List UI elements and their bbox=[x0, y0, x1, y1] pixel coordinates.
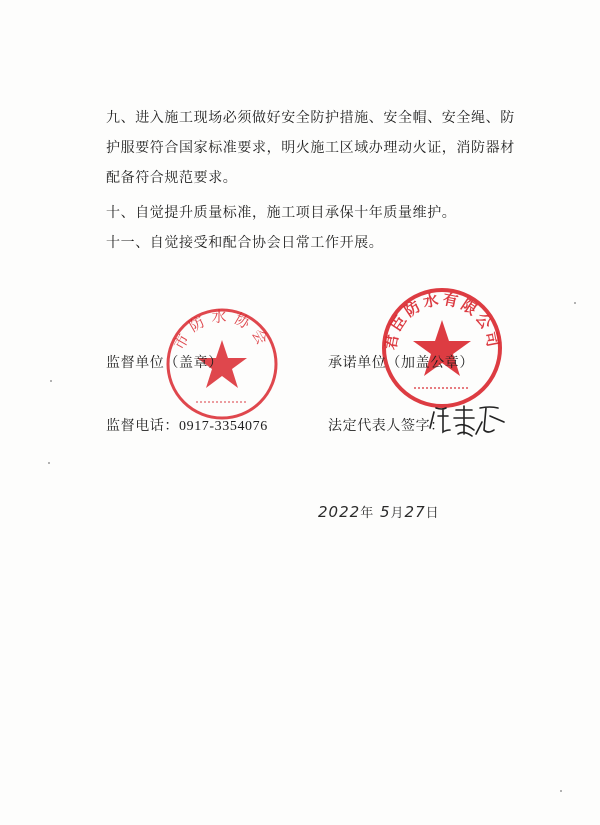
supervisor-phone-number: 0917-3354076 bbox=[179, 419, 268, 434]
company-seal-text: 君臣防水有限公司 bbox=[381, 289, 503, 352]
association-seal-text: 市防水协会 bbox=[169, 307, 275, 353]
date-day-unit: 日 bbox=[425, 506, 440, 521]
company-seal bbox=[378, 284, 506, 412]
scan-speck bbox=[50, 380, 52, 382]
date-year: 2022 bbox=[318, 503, 361, 521]
date-month-unit: 月 bbox=[390, 506, 405, 521]
clause-nine: 九、进入施工现场必须做好安全防护措施、安全帽、安全绳、防护服要符合国家标准要求，明火施工区域办理动火证，消防器材配备符合规范要求。 bbox=[106, 110, 515, 186]
date-day: 27 bbox=[404, 503, 426, 521]
supervisor-phone-label: 监督电话： bbox=[106, 418, 179, 434]
date-year-unit: 年 bbox=[360, 506, 375, 521]
supervisor-phone-line bbox=[106, 415, 268, 435]
scan-speck bbox=[48, 462, 50, 464]
date-month: 5 bbox=[379, 503, 391, 521]
scan-speck bbox=[560, 790, 562, 792]
handwritten-signature bbox=[428, 400, 508, 440]
promisor-unit-label: 承诺单位（加盖公章） bbox=[328, 355, 474, 371]
supervisor-unit-label: 监督单位（盖章） bbox=[106, 355, 223, 371]
clause-ten: 十、自觉提升质量标准，施工项目承保十年质量维护。 bbox=[106, 205, 457, 221]
clause-eleven: 十一、自觉接受和配合协会日常工作开展。 bbox=[106, 235, 384, 251]
signing-date bbox=[318, 502, 440, 521]
scan-speck bbox=[574, 302, 576, 304]
legal-rep-label: 法定代表人签字： bbox=[328, 418, 445, 434]
